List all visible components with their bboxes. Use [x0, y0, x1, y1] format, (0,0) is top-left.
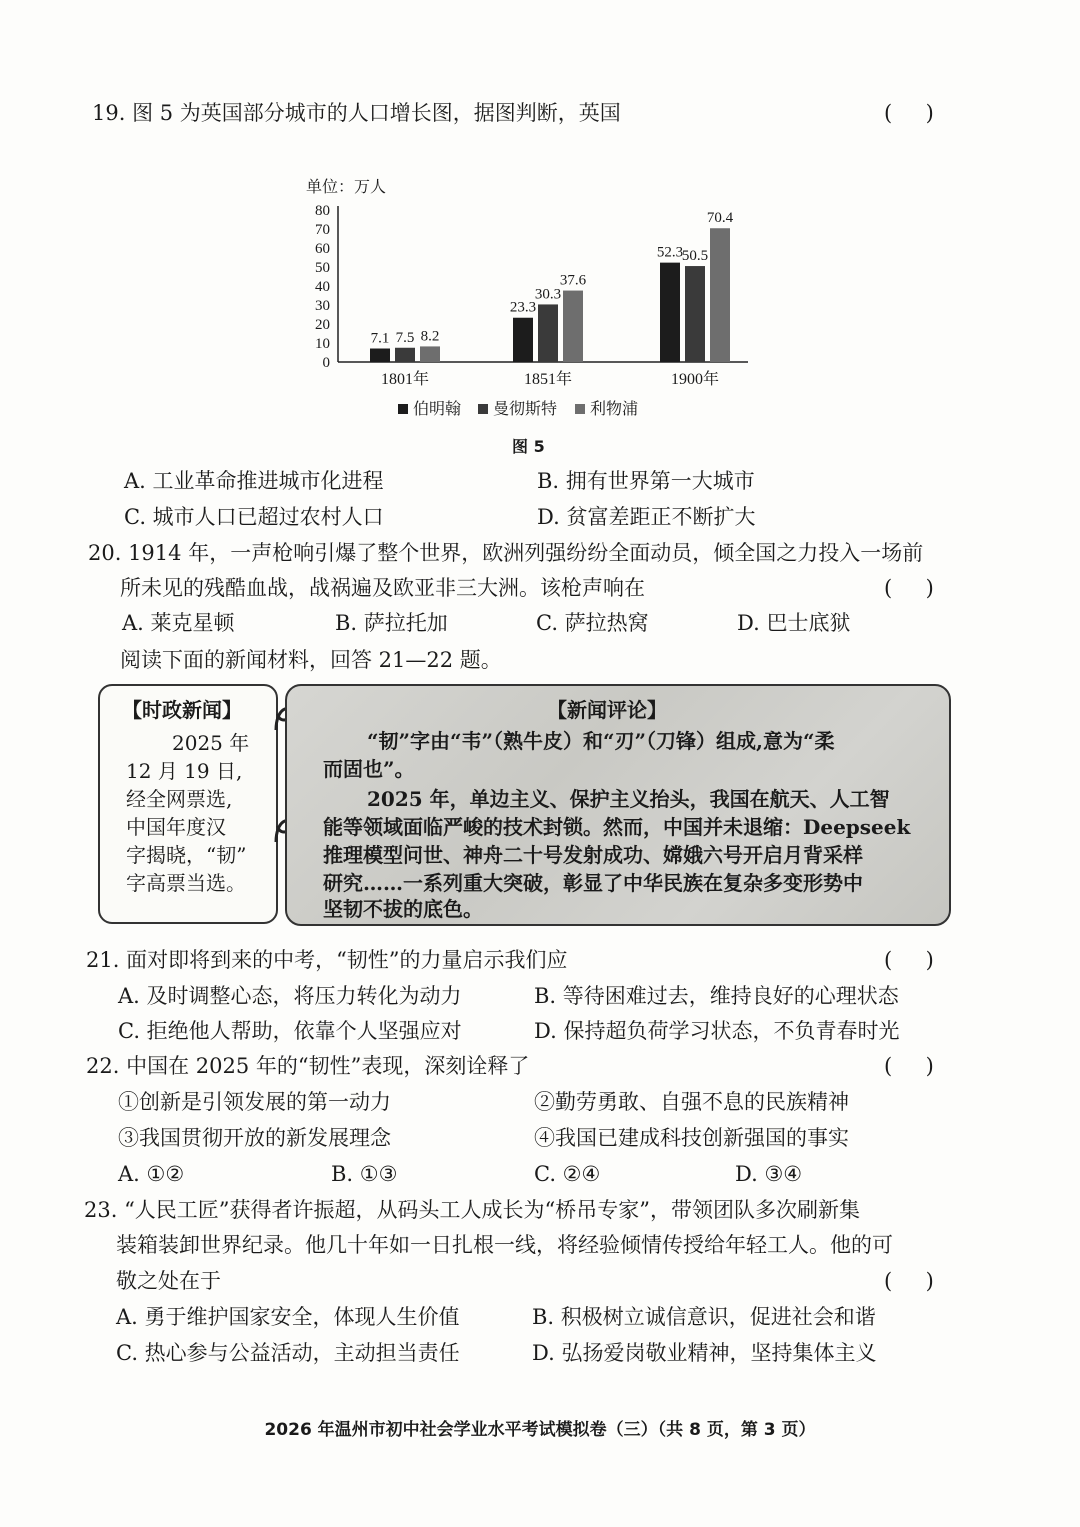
- news-right-line: 能等领域面临严峻的技术封锁。然而，中国并未退缩：Deepseek: [323, 815, 911, 839]
- news-right-line: 而固也”。: [323, 757, 415, 781]
- news-box-commentary: [285, 684, 951, 926]
- q23-stem-line3: 敬之处在于: [116, 1269, 221, 1293]
- news-right-line: 坚韧不拔的底色。: [323, 897, 483, 921]
- bar-value-label: 30.3: [534, 286, 562, 303]
- bar-利物浦: [420, 346, 440, 362]
- q22-answer-bracket: ( ): [884, 1054, 934, 1078]
- bar-value-label: 7.1: [370, 330, 390, 347]
- q19-option-d[interactable]: D. 贫富差距正不断扩大: [537, 505, 756, 529]
- bar-value-label: 8.2: [420, 328, 440, 345]
- bar-曼彻斯特: [685, 266, 705, 362]
- chart-legend: [398, 400, 638, 418]
- q22-item-3: ③我国贯彻开放的新发展理念: [118, 1126, 391, 1150]
- bar-伯明翰: [513, 318, 533, 362]
- q22-item-2: ②勤劳勇敢、自强不息的民族精神: [534, 1090, 849, 1114]
- q22-option-a[interactable]: A. ①②: [118, 1162, 185, 1186]
- q23-stem-line2: 装箱装卸世界纪录。他几十年如一日扎根一线，将经验倾情传授给年轻工人。他的可: [116, 1233, 893, 1257]
- q19-option-a[interactable]: A. 工业革命推进城市化进程: [124, 469, 384, 493]
- reading-intro: 阅读下面的新闻材料，回答 21—22 题。: [120, 648, 502, 672]
- q22-stem: 22. 中国在 2025 年的“韧性”表现，深刻诠释了: [86, 1054, 530, 1078]
- bar-value-label: 52.3: [656, 244, 684, 261]
- news-left-line: 2025 年: [172, 731, 250, 755]
- q21-option-b[interactable]: B. 等待困难过去，维持良好的心理状态: [534, 984, 899, 1008]
- news-right-line: “韧”字由“韦”（熟牛皮）和“刃”（刀锋）组成,意为“柔: [367, 729, 835, 753]
- q20-option-c[interactable]: C. 萨拉热窝: [536, 611, 649, 635]
- q23-option-b[interactable]: B. 积极树立诚信意识，促进社会和谐: [532, 1305, 876, 1329]
- q22-item-1: ①创新是引领发展的第一动力: [118, 1090, 391, 1114]
- q19-option-b[interactable]: B. 拥有世界第一大城市: [537, 469, 755, 493]
- news-left-line: 字高票当选。: [126, 871, 246, 895]
- legend-swatch: [575, 404, 585, 414]
- news-left-line: 中国年度汉: [126, 815, 226, 839]
- page-footer: 2026 年温州市初中社会学业水平考试模拟卷（三）（共 8 页，第 3 页）: [264, 1420, 816, 1440]
- legend-label: 曼彻斯特: [493, 401, 558, 418]
- q23-option-d[interactable]: D. 弘扬爱岗敬业精神，坚持集体主义: [532, 1341, 877, 1365]
- x-category-label: 1900年: [670, 371, 720, 388]
- q23-option-a[interactable]: A. 勇于维护国家安全，体现人生价值: [116, 1305, 460, 1329]
- y-tick-label: 40: [315, 279, 330, 295]
- bar-value-label: 23.3: [509, 299, 537, 316]
- legend-label: 伯明翰: [413, 401, 462, 418]
- chart-unit-label: 单位：万人: [306, 179, 387, 196]
- chart-x-labels: [381, 369, 719, 388]
- q19-stem: 19. 图 5 为英国部分城市的人口增长图，据图判断，英国: [92, 101, 621, 125]
- q20-option-b[interactable]: B. 萨拉托加: [335, 611, 448, 635]
- q19-option-c[interactable]: C. 城市人口已超过农村人口: [124, 505, 384, 529]
- figure-caption: 图 5: [512, 437, 545, 456]
- q19-answer-bracket: ( ): [884, 101, 934, 125]
- news-left-title: 【时政新闻】: [122, 698, 242, 722]
- news-right-title: 【新闻评论】: [547, 698, 667, 722]
- bar-伯明翰: [370, 349, 390, 362]
- bar-value-label: 50.5: [681, 248, 709, 265]
- legend-swatch: [398, 404, 408, 414]
- news-box-current-affairs: [98, 684, 278, 924]
- y-tick-label: 80: [315, 203, 330, 219]
- legend-label: 利物浦: [590, 401, 639, 418]
- y-tick-label: 10: [315, 336, 330, 352]
- q21-stem: 21. 面对即将到来的中考，“韧性”的力量启示我们应: [86, 948, 568, 972]
- q21-option-d[interactable]: D. 保持超负荷学习状态，不负青春时光: [534, 1019, 900, 1043]
- legend-swatch: [478, 404, 488, 414]
- q20-answer-bracket: ( ): [884, 576, 934, 600]
- bar-利物浦: [710, 228, 730, 362]
- bar-value-label: 7.5: [395, 329, 415, 346]
- population-bar-chart: [290, 170, 770, 440]
- y-tick-label: 0: [322, 355, 330, 371]
- q22-item-4: ④我国已建成科技创新强国的事实: [534, 1126, 849, 1150]
- y-tick-label: 60: [315, 241, 330, 257]
- q22-option-d[interactable]: D. ③④: [735, 1162, 803, 1186]
- q23-answer-bracket: ( ): [884, 1269, 934, 1293]
- bar-利物浦: [563, 291, 583, 362]
- bar-曼彻斯特: [395, 348, 415, 362]
- q20-stem-line1: 20. 1914 年，一声枪响引爆了整个世界，欧洲列强纷纷全面动员，倾全国之力投入一场前: [88, 541, 924, 565]
- q23-option-c[interactable]: C. 热心参与公益活动，主动担当责任: [116, 1341, 460, 1365]
- news-right-line: 推理模型问世、神舟二十号发射成功、嫦娥六号开启月背采样: [323, 843, 863, 867]
- x-category-label: 1801年: [380, 371, 430, 388]
- y-tick-label: 50: [315, 260, 330, 276]
- y-tick-label: 20: [315, 317, 330, 333]
- q22-option-c[interactable]: C. ②④: [534, 1162, 601, 1186]
- q20-stem-line2: 所未见的残酷血战，战祸遍及欧亚非三大洲。该枪声响在: [120, 576, 645, 600]
- news-left-line: 经全网票选,: [126, 787, 233, 811]
- bar-value-label: 70.4: [706, 210, 734, 227]
- y-tick-label: 30: [315, 298, 330, 314]
- chart-bars: [370, 210, 734, 362]
- y-tick-label: 70: [315, 222, 330, 238]
- q20-option-d[interactable]: D. 巴士底狱: [737, 611, 851, 635]
- news-left-line: 12 月 19 日,: [126, 759, 243, 783]
- x-category-label: 1851年: [523, 371, 573, 388]
- q20-option-a[interactable]: A. 莱克星顿: [122, 611, 235, 635]
- q23-stem-line1: 23. “人民工匠”获得者许振超，从码头工人成长为“桥吊专家”，带领团队多次刷新集: [84, 1198, 861, 1222]
- q22-option-b[interactable]: B. ①③: [331, 1162, 398, 1186]
- news-right-line: 研究……一系列重大突破，彰显了中华民族在复杂多变形势中: [323, 871, 863, 895]
- q21-option-a[interactable]: A. 及时调整心态，将压力转化为动力: [118, 984, 462, 1008]
- news-right-line: 2025 年，单边主义、保护主义抬头，我国在航天、人工智: [367, 787, 890, 811]
- q21-option-c[interactable]: C. 拒绝他人帮助，依靠个人坚强应对: [118, 1019, 462, 1043]
- bar-伯明翰: [660, 263, 680, 362]
- bar-曼彻斯特: [538, 304, 558, 362]
- q21-answer-bracket: ( ): [884, 948, 934, 972]
- bar-value-label: 37.6: [559, 272, 587, 289]
- news-left-line: 字揭晓，“韧”: [126, 843, 247, 867]
